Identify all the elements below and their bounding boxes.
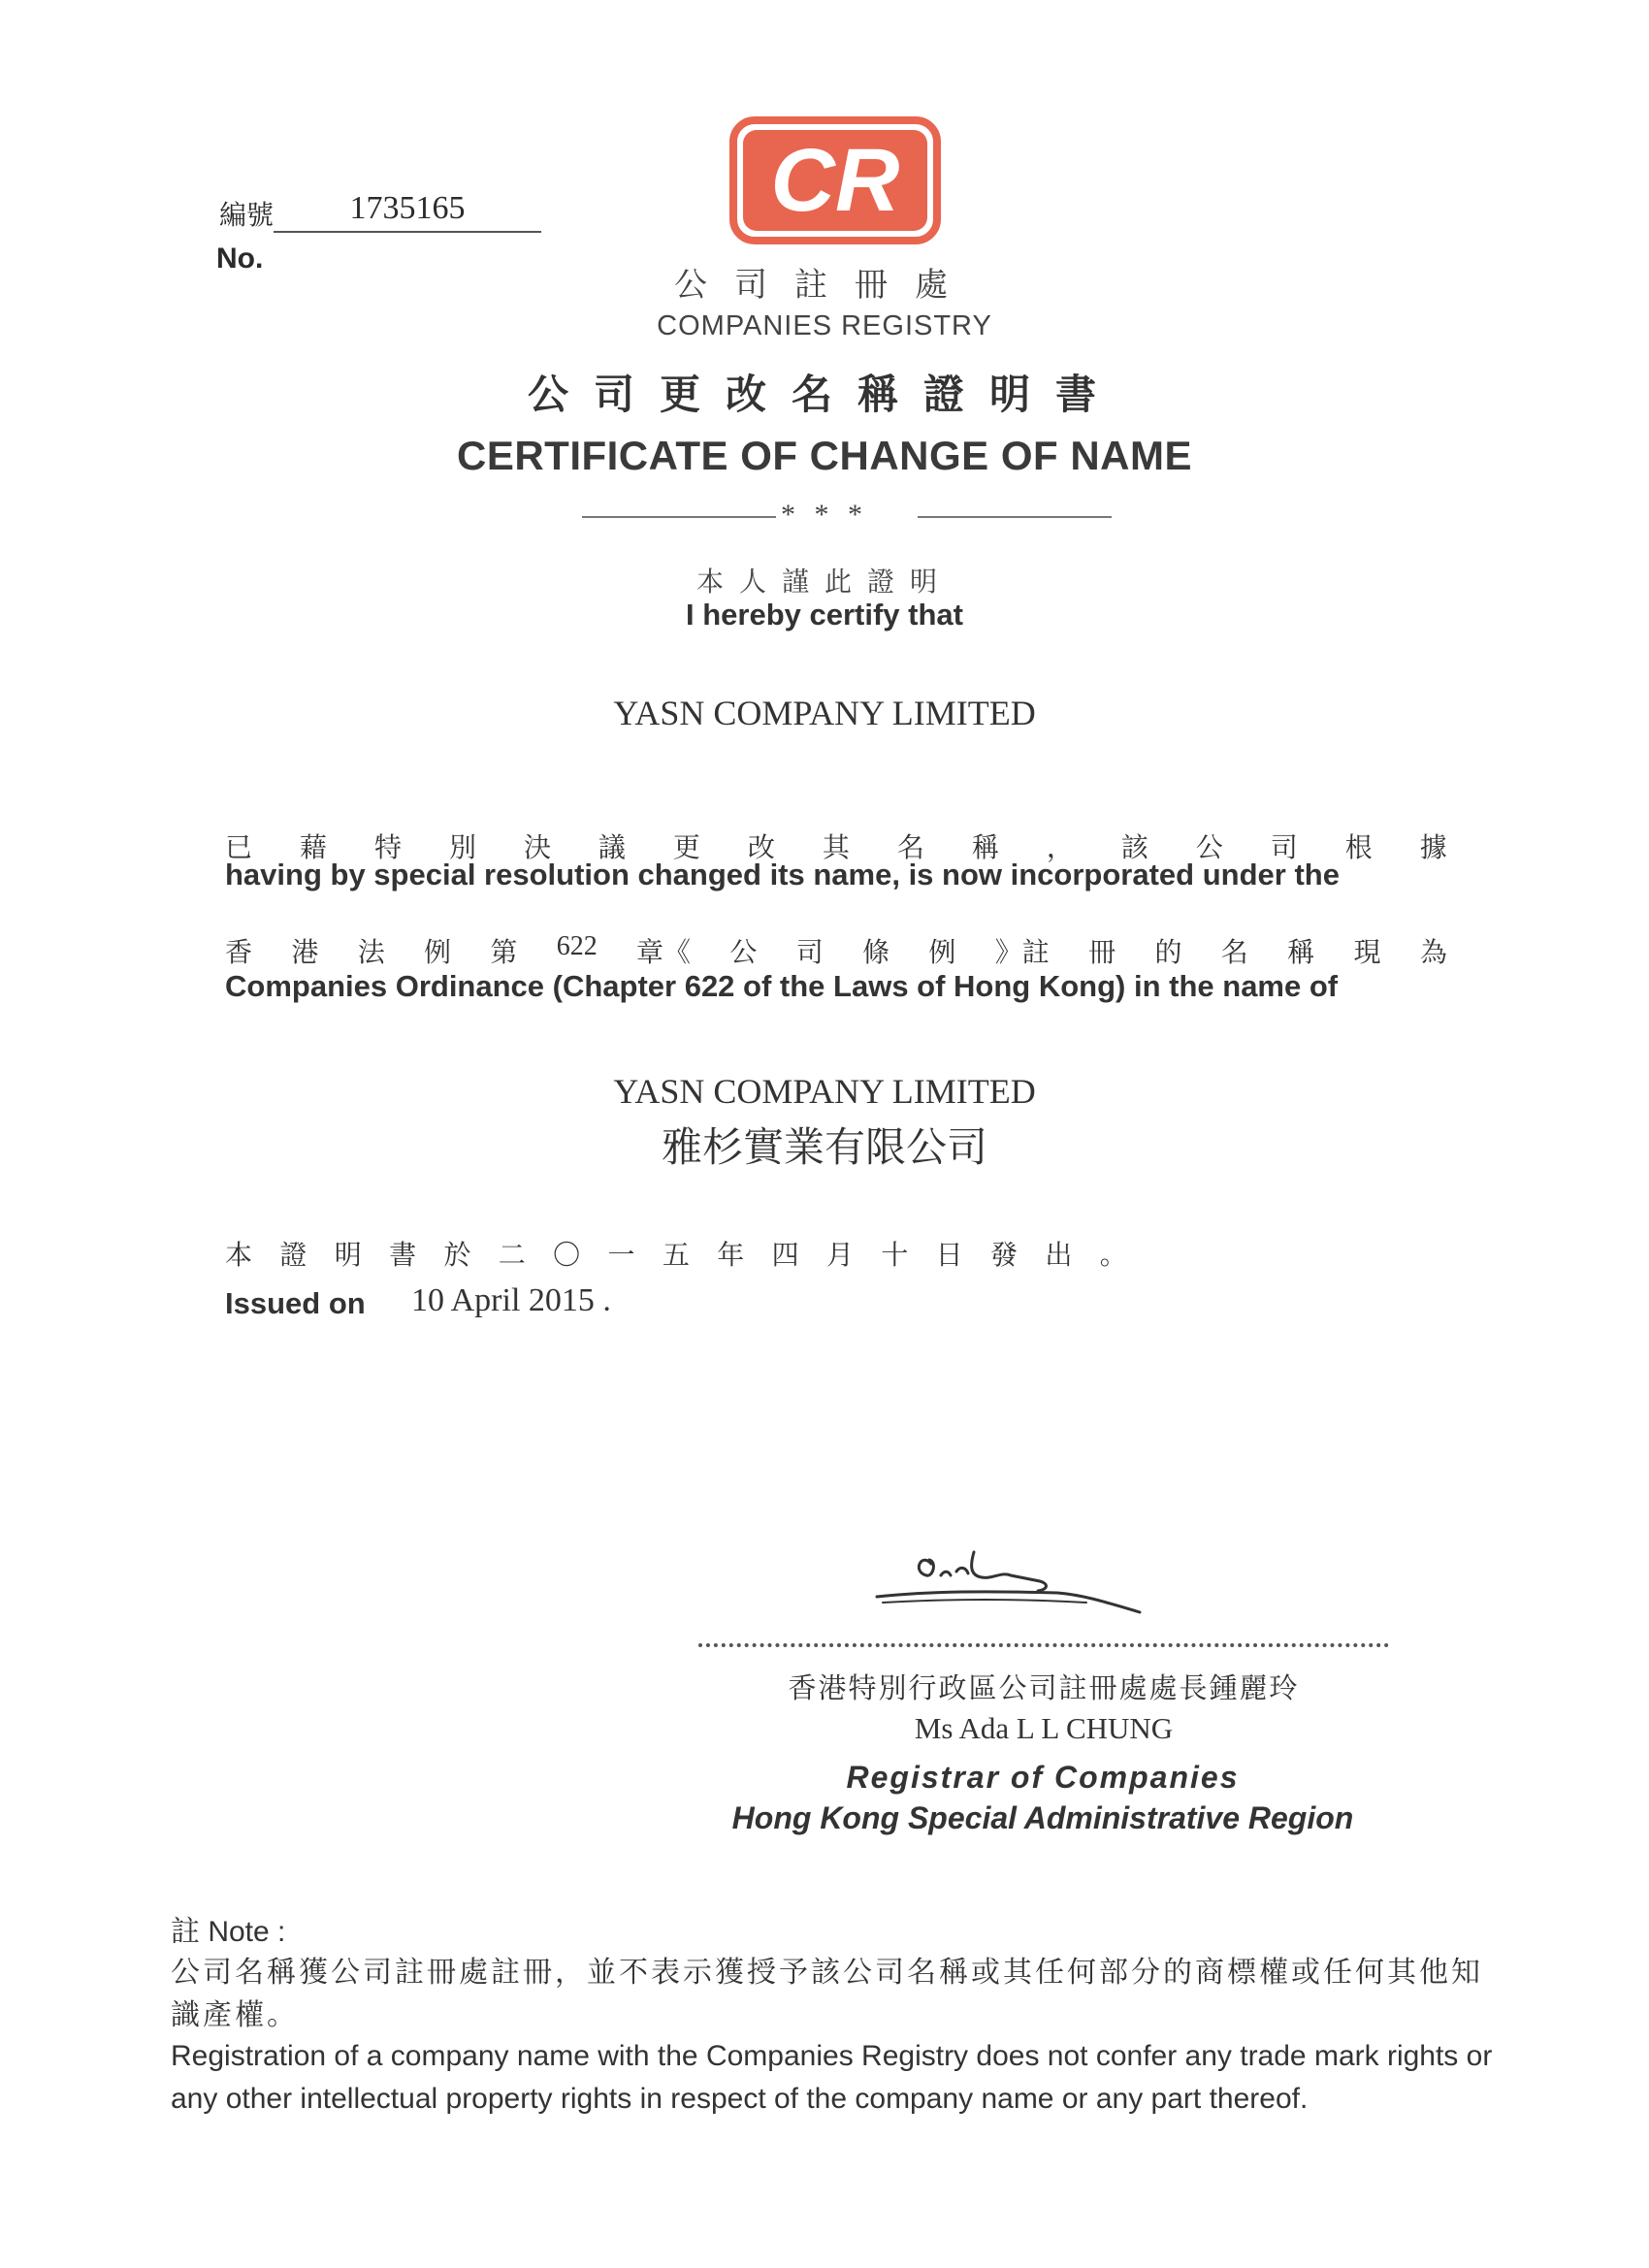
body-line2-zh-char: 的 xyxy=(1154,938,1182,968)
certificate-number-label-zh: 編號 xyxy=(219,201,275,231)
issued-date-zh-char: 五 xyxy=(662,1241,690,1271)
issued-date-zh xyxy=(225,1234,1127,1273)
body-line1-zh-char: 其 xyxy=(822,833,850,863)
body-line1-zh-char: ， xyxy=(1046,833,1074,863)
body-line2-en: Companies Ordinance (Chapter 622 of the Laws of Hong Kong) in the name of xyxy=(225,969,1339,1003)
body-line1-en: having by special resolution changed its name, is now incorporated under the xyxy=(225,858,1340,891)
body-line2-zh-char: 》註 xyxy=(994,938,1050,968)
body-line2-zh xyxy=(225,931,1447,970)
divider-line-right xyxy=(918,516,1112,518)
issued-on-label: Issued on xyxy=(225,1286,366,1320)
divider-stars: * * * xyxy=(781,499,868,531)
body-line1-zh-char: 公 xyxy=(1195,833,1223,863)
body-line2-zh-char: 稱 xyxy=(1287,938,1315,968)
body-line2-zh-char: 法 xyxy=(357,938,385,968)
body-line1-zh-char: 稱 xyxy=(971,833,999,863)
signature-dotted-line xyxy=(698,1643,1389,1647)
issued-date-zh-char: 一 xyxy=(607,1241,635,1271)
registrar-region: Hong Kong Special Administrative Region xyxy=(731,1800,1354,1835)
note-text-zh: 公司名稱獲公司註冊處註冊，並不表示獲授予該公司名稱或其任何部分的商標權或任何其他知識產權。 xyxy=(171,1957,1483,2031)
body-line1-zh-char: 特 xyxy=(373,833,402,863)
body-line2-zh-char: 622 xyxy=(556,931,598,961)
certificate-number-label-en: No. xyxy=(216,243,264,275)
body-line1-zh-char: 別 xyxy=(448,833,476,863)
body-line1-zh-char: 名 xyxy=(896,833,924,863)
old-company-name: YASN COMPANY LIMITED xyxy=(613,694,1036,732)
certify-statement-en: I hereby certify that xyxy=(686,598,963,632)
body-line1-zh-char: 決 xyxy=(523,833,551,863)
body-line2-zh-char: 香 xyxy=(225,938,253,968)
logo-text: CR xyxy=(770,131,900,230)
body-line2-zh-char: 條 xyxy=(862,938,890,968)
issued-date-zh-char: 年 xyxy=(717,1241,745,1271)
companies-registry-logo xyxy=(729,116,941,244)
new-company-name-zh: 雅杉實業有限公司 xyxy=(661,1126,987,1171)
body-line1-zh-char: 已 xyxy=(225,833,253,863)
certificate-title-en: CERTIFICATE OF CHANGE OF NAME xyxy=(456,433,1193,478)
certificate-number-value: 1735165 xyxy=(274,190,541,233)
body-line2-zh-char: 港 xyxy=(291,938,319,968)
issued-date-zh-char: 月 xyxy=(825,1241,854,1271)
registry-name-en: COMPANIES REGISTRY xyxy=(657,310,992,341)
body-line2-zh-char: 冊 xyxy=(1088,938,1116,968)
body-line1-zh-char: 議 xyxy=(598,833,626,863)
body-line2-zh-char: 現 xyxy=(1353,938,1381,968)
issued-date-zh-char: 出 xyxy=(1045,1241,1073,1271)
body-line1-zh-char: 司 xyxy=(1270,833,1298,863)
body-line1-zh-char: 根 xyxy=(1344,833,1373,863)
body-line2-zh-char: 第 xyxy=(490,938,518,968)
body-line2-zh-char: 名 xyxy=(1220,938,1248,968)
issued-date-zh-char: 證 xyxy=(279,1241,307,1271)
issued-date-zh-char: 二 xyxy=(498,1241,526,1271)
registrar-name-en: Ms Ada L L CHUNG xyxy=(914,1711,1174,1745)
body-line1-zh-char: 藉 xyxy=(299,833,327,863)
body-line2-zh-char: 公 xyxy=(729,938,758,968)
certificate-title-zh: 公司更改名稱證明書 xyxy=(527,373,1121,418)
certify-statement-zh: 本人謹此證明 xyxy=(695,567,953,598)
note-label: 註 Note : xyxy=(171,1916,286,1948)
body-line1-zh-char: 改 xyxy=(747,833,775,863)
body-line2-zh-char: 為 xyxy=(1419,938,1447,968)
issued-date-zh-char: 。 xyxy=(1099,1241,1127,1271)
handwritten-signature-icon xyxy=(873,1542,1154,1620)
registrar-title: Registrar of Companies xyxy=(846,1760,1240,1795)
issued-date-zh-char: 明 xyxy=(334,1241,362,1271)
body-line1-zh-char: 據 xyxy=(1419,833,1447,863)
issued-date-zh-char: 十 xyxy=(881,1241,909,1271)
registrar-name-zh: 香港特別行政區公司註冊處處長鍾麗玲 xyxy=(788,1673,1300,1704)
body-line1-zh-char: 該 xyxy=(1120,833,1148,863)
issued-date-zh-char: 日 xyxy=(935,1241,963,1271)
body-line2-zh-char: 章《 xyxy=(636,938,692,968)
body-line2-zh-char: 例 xyxy=(928,938,956,968)
note-text-en: Registration of a company name with the Companies Registry does not confer any trade mark rights or any other intellectual property rights in respect of the company name or any part thereof. xyxy=(171,2040,1493,2115)
issued-date-zh-char: 本 xyxy=(225,1241,253,1271)
issued-date-zh-char: 〇 xyxy=(553,1241,581,1271)
issued-date-en: 10 April 2015 . xyxy=(411,1282,611,1318)
body-line2-zh-char: 司 xyxy=(795,938,824,968)
body-line2-zh-char: 例 xyxy=(424,938,452,968)
issued-date-zh-char: 發 xyxy=(990,1241,1018,1271)
issued-date-zh-char: 於 xyxy=(443,1241,471,1271)
issued-date-zh-char: 四 xyxy=(771,1241,799,1271)
new-company-name-en: YASN COMPANY LIMITED xyxy=(613,1072,1036,1111)
body-line1-zh-char: 更 xyxy=(672,833,700,863)
issued-date-zh-char: 書 xyxy=(389,1241,417,1271)
registry-name-zh: 公司註冊處 xyxy=(674,268,975,304)
